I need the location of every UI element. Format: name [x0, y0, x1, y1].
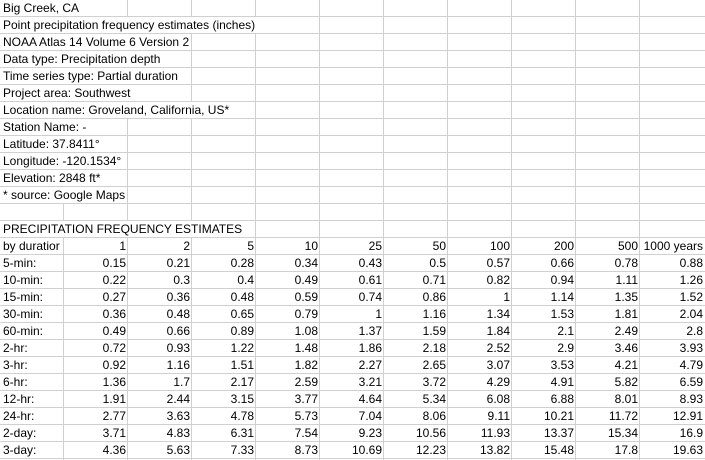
table-cell[interactable]: 4.91 — [550, 375, 574, 389]
table-cell[interactable]: 3.46 — [614, 341, 638, 355]
table-cell[interactable]: 4.83 — [166, 426, 190, 440]
column-header[interactable]: 100 — [489, 239, 510, 253]
table-cell[interactable]: 1.48 — [294, 341, 318, 355]
metadata-station-name: Station Name: - — [3, 120, 87, 134]
metadata-description: Point precipitation frequency estimates (inches) — [3, 18, 256, 32]
table-cell[interactable]: 0.89 — [230, 324, 254, 338]
table-cell[interactable]: 19.63 — [672, 443, 703, 457]
table-cell[interactable]: 3.71 — [102, 426, 126, 440]
row-duration-label[interactable]: 3-day: — [3, 443, 37, 457]
column-header[interactable]: 500 — [617, 239, 638, 253]
metadata-series-type: Time series type: Partial duration — [3, 69, 178, 83]
table-cell[interactable]: 6.88 — [550, 392, 574, 406]
metadata-longitude: Longitude: -120.1534° — [3, 154, 122, 168]
table-cell[interactable]: 0.22 — [102, 273, 126, 287]
table-row[interactable] — [0, 323, 705, 340]
table-cell[interactable]: 13.82 — [479, 443, 510, 457]
table-cell[interactable]: 8.06 — [422, 409, 446, 423]
table-cell[interactable]: 0.57 — [486, 256, 510, 270]
table-cell[interactable]: 2.04 — [679, 307, 703, 321]
sheet-row[interactable] — [0, 221, 705, 238]
table-cell[interactable]: 6.59 — [679, 375, 703, 389]
table-cell[interactable]: 0.36 — [166, 290, 190, 304]
table-cell[interactable]: 2.59 — [294, 375, 318, 389]
table-cell[interactable]: 1.35 — [614, 290, 638, 304]
table-cell[interactable]: 1.11 — [615, 273, 638, 287]
table-cell[interactable]: 0.43 — [358, 256, 382, 270]
table-cell[interactable]: 2.65 — [422, 358, 446, 372]
sheet-row[interactable] — [0, 0, 705, 17]
sheet-row-empty[interactable] — [0, 204, 705, 221]
column-header[interactable]: 2 — [183, 239, 190, 253]
table-cell[interactable]: 1.08 — [294, 324, 318, 338]
metadata-project-area: Project area: Southwest — [3, 86, 131, 100]
table-cell[interactable]: 2.27 — [358, 358, 382, 372]
table-cell[interactable]: 10.21 — [543, 409, 574, 423]
table-cell[interactable]: 3.53 — [550, 358, 574, 372]
section-title: PRECIPITATION FREQUENCY ESTIMATES — [3, 222, 243, 236]
table-cell[interactable]: 1.22 — [230, 341, 254, 355]
table-cell[interactable]: 1 — [503, 290, 510, 304]
table-cell[interactable]: 0.21 — [166, 256, 190, 270]
table-cell[interactable]: 2.49 — [614, 324, 638, 338]
table-cell[interactable]: 0.36 — [102, 307, 126, 321]
table-cell[interactable]: 12.91 — [672, 409, 703, 423]
row-duration-label[interactable]: 6-hr: — [3, 375, 28, 389]
table-cell[interactable]: 0.92 — [102, 358, 126, 372]
table-cell[interactable]: 8.01 — [614, 392, 638, 406]
table-cell[interactable]: 0.59 — [294, 290, 318, 304]
table-cell[interactable]: 1.14 — [550, 290, 574, 304]
metadata-latitude: Latitude: 37.8411° — [3, 137, 100, 151]
column-header[interactable]: 200 — [553, 239, 574, 253]
table-row[interactable] — [0, 357, 705, 374]
table-row[interactable] — [0, 340, 705, 357]
table-cell[interactable]: 0.15 — [102, 256, 126, 270]
table-row[interactable] — [0, 408, 705, 425]
table-cell[interactable]: 0.86 — [422, 290, 446, 304]
table-cell[interactable]: 4.29 — [486, 375, 510, 389]
sheet-row[interactable] — [0, 17, 705, 34]
table-cell[interactable]: 0.71 — [422, 273, 446, 287]
column-header[interactable]: 25 — [368, 239, 382, 253]
table-row[interactable] — [0, 442, 705, 459]
table-cell[interactable]: 0.82 — [486, 273, 510, 287]
table-cell[interactable]: 1.7 — [173, 375, 190, 389]
table-cell[interactable]: 2.77 — [102, 409, 126, 423]
table-cell[interactable]: 0.49 — [294, 273, 318, 287]
table-cell[interactable]: 0.3 — [173, 273, 190, 287]
table-cell[interactable]: 2.9 — [557, 341, 574, 355]
table-body — [0, 255, 705, 459]
sheet-row[interactable] — [0, 136, 705, 153]
table-cell[interactable]: 1.86 — [358, 341, 382, 355]
table-cell[interactable]: 1 — [375, 307, 382, 321]
table-cell[interactable]: 7.04 — [358, 409, 382, 423]
row-duration-label[interactable]: 12-hr: — [3, 392, 35, 406]
table-cell[interactable]: 3.21 — [358, 375, 382, 389]
table-cell[interactable]: 7.33 — [230, 443, 254, 457]
table-cell[interactable]: 0.61 — [358, 273, 382, 287]
table-cell[interactable]: 0.48 — [230, 290, 254, 304]
table-cell[interactable]: 1.16 — [166, 358, 190, 372]
table-cell[interactable]: 4.78 — [230, 409, 254, 423]
metadata-elevation: Elevation: 2848 ft* — [3, 171, 101, 185]
row-duration-label[interactable]: 24-hr: — [3, 409, 35, 423]
row-duration-label[interactable]: 10-min: — [3, 273, 44, 287]
table-cell[interactable]: 8.93 — [679, 392, 703, 406]
table-row[interactable] — [0, 272, 705, 289]
sheet-row[interactable] — [0, 170, 705, 187]
row-duration-label[interactable]: 2-hr: — [3, 341, 28, 355]
table-row[interactable] — [0, 255, 705, 272]
table-cell[interactable]: 0.78 — [614, 256, 638, 270]
table-cell[interactable]: 1.34 — [486, 307, 510, 321]
table-cell[interactable]: 0.5 — [429, 256, 446, 270]
table-cell[interactable]: 0.28 — [230, 256, 254, 270]
table-cell[interactable]: 9.23 — [358, 426, 382, 440]
table-cell[interactable]: 2.8 — [686, 324, 703, 338]
table-row[interactable] — [0, 391, 705, 408]
table-cell[interactable]: 3.15 — [230, 392, 254, 406]
table-cell[interactable]: 7.54 — [294, 426, 318, 440]
table-row[interactable] — [0, 374, 705, 391]
row-duration-label[interactable]: 30-min: — [3, 307, 44, 321]
table-cell[interactable]: 5.82 — [614, 375, 638, 389]
table-cell[interactable]: 1.16 — [422, 307, 446, 321]
table-cell[interactable]: 17.8 — [614, 443, 638, 457]
table-cell[interactable]: 10.56 — [415, 426, 446, 440]
table-row[interactable] — [0, 425, 705, 442]
row-duration-label[interactable]: 5-min: — [3, 256, 37, 270]
header-duration-label[interactable]: by duratior — [3, 239, 60, 253]
table-cell[interactable]: 4.36 — [102, 443, 126, 457]
table-cell[interactable]: 4.79 — [679, 358, 703, 372]
metadata-atlas-version: NOAA Atlas 14 Volume 6 Version 2 — [3, 35, 190, 49]
table-cell[interactable]: 0.93 — [166, 341, 190, 355]
table-cell[interactable]: 1.91 — [102, 392, 126, 406]
table-cell[interactable]: 0.4 — [237, 273, 254, 287]
table-cell[interactable]: 1.51 — [230, 358, 254, 372]
table-cell[interactable]: 1.82 — [294, 358, 318, 372]
table-cell[interactable]: 8.73 — [294, 443, 318, 457]
sheet-row[interactable] — [0, 85, 705, 102]
table-cell[interactable]: 2.18 — [422, 341, 446, 355]
table-cell[interactable]: 0.79 — [294, 307, 318, 321]
table-cell[interactable]: 2.1 — [557, 324, 574, 338]
table-cell[interactable]: 1.53 — [550, 307, 574, 321]
table-cell[interactable]: 1.26 — [679, 273, 703, 287]
table-cell[interactable]: 0.49 — [102, 324, 126, 338]
table-cell[interactable]: 0.74 — [358, 290, 382, 304]
table-cell[interactable]: 0.65 — [230, 307, 254, 321]
table-cell[interactable]: 15.34 — [607, 426, 638, 440]
table-cell[interactable]: 3.07 — [486, 358, 510, 372]
table-row[interactable] — [0, 306, 705, 323]
table-cell[interactable]: 2.44 — [166, 392, 190, 406]
table-cell[interactable]: 0.66 — [550, 256, 574, 270]
table-cell[interactable]: 4.64 — [358, 392, 382, 406]
table-cell[interactable]: 0.88 — [679, 256, 703, 270]
sheet-row[interactable] — [0, 68, 705, 85]
column-header[interactable]: 5 — [247, 239, 254, 253]
column-header[interactable]: 10 — [304, 239, 318, 253]
table-cell[interactable]: 5.73 — [294, 409, 318, 423]
table-cell[interactable]: 13.37 — [543, 426, 574, 440]
column-header[interactable]: 1 — [119, 239, 126, 253]
table-header-row[interactable] — [0, 238, 705, 255]
table-cell[interactable]: 1.84 — [486, 324, 510, 338]
table-cell[interactable]: 0.72 — [102, 341, 126, 355]
sheet-row[interactable] — [0, 102, 705, 119]
row-duration-label[interactable]: 2-day: — [3, 426, 37, 440]
table-cell[interactable]: 0.48 — [166, 307, 190, 321]
table-cell[interactable]: 1.81 — [614, 307, 638, 321]
sheet-row[interactable] — [0, 51, 705, 68]
table-cell[interactable]: 11.93 — [480, 426, 510, 440]
table-cell[interactable]: 0.66 — [166, 324, 190, 338]
table-row[interactable] — [0, 289, 705, 306]
table-cell[interactable]: 4.21 — [614, 358, 638, 372]
metadata-location-name: Location name: Groveland, California, US* — [3, 103, 230, 117]
table-cell[interactable]: 10.69 — [351, 443, 382, 457]
sheet-row[interactable] — [0, 187, 705, 204]
table-cell[interactable]: 6.08 — [486, 392, 510, 406]
table-cell[interactable]: 2.17 — [230, 375, 254, 389]
table-cell[interactable]: 2.52 — [486, 341, 510, 355]
column-header[interactable]: 1000 years — [643, 239, 703, 253]
table-cell[interactable]: 1.37 — [358, 324, 382, 338]
table-cell[interactable]: 9.11 — [487, 409, 510, 423]
table-cell[interactable]: 3.72 — [422, 375, 446, 389]
table-cell[interactable]: 15.48 — [543, 443, 574, 457]
table-cell[interactable]: 1.59 — [422, 324, 446, 338]
metadata-location-title: Big Creek, CA — [3, 1, 80, 15]
column-header[interactable]: 50 — [432, 239, 446, 253]
table-cell[interactable]: 1.36 — [102, 375, 126, 389]
table-cell[interactable]: 0.34 — [294, 256, 318, 270]
row-duration-label[interactable]: 60-min: — [3, 324, 44, 338]
table-cell[interactable]: 11.72 — [608, 409, 638, 423]
sheet-row[interactable] — [0, 153, 705, 170]
table-cell[interactable]: 6.31 — [230, 426, 254, 440]
table-cell[interactable]: 1.52 — [679, 290, 703, 304]
table-cell[interactable]: 3.77 — [294, 392, 318, 406]
sheet-row[interactable] — [0, 34, 705, 51]
table-cell[interactable]: 3.63 — [166, 409, 190, 423]
table-cell[interactable]: 16.9 — [679, 426, 703, 440]
sheet-row[interactable] — [0, 119, 705, 136]
table-cell[interactable]: 0.27 — [102, 290, 126, 304]
table-cell[interactable]: 12.23 — [415, 443, 446, 457]
row-duration-label[interactable]: 15-min: — [3, 290, 44, 304]
table-cell[interactable]: 3.93 — [679, 341, 703, 355]
table-cell[interactable]: 5.63 — [166, 443, 190, 457]
metadata-data-type: Data type: Precipitation depth — [3, 52, 161, 66]
row-duration-label[interactable]: 3-hr: — [3, 358, 28, 372]
metadata-source-note: * source: Google Maps — [3, 188, 126, 202]
table-cell[interactable]: 0.94 — [550, 273, 574, 287]
table-cell[interactable]: 5.34 — [422, 392, 446, 406]
